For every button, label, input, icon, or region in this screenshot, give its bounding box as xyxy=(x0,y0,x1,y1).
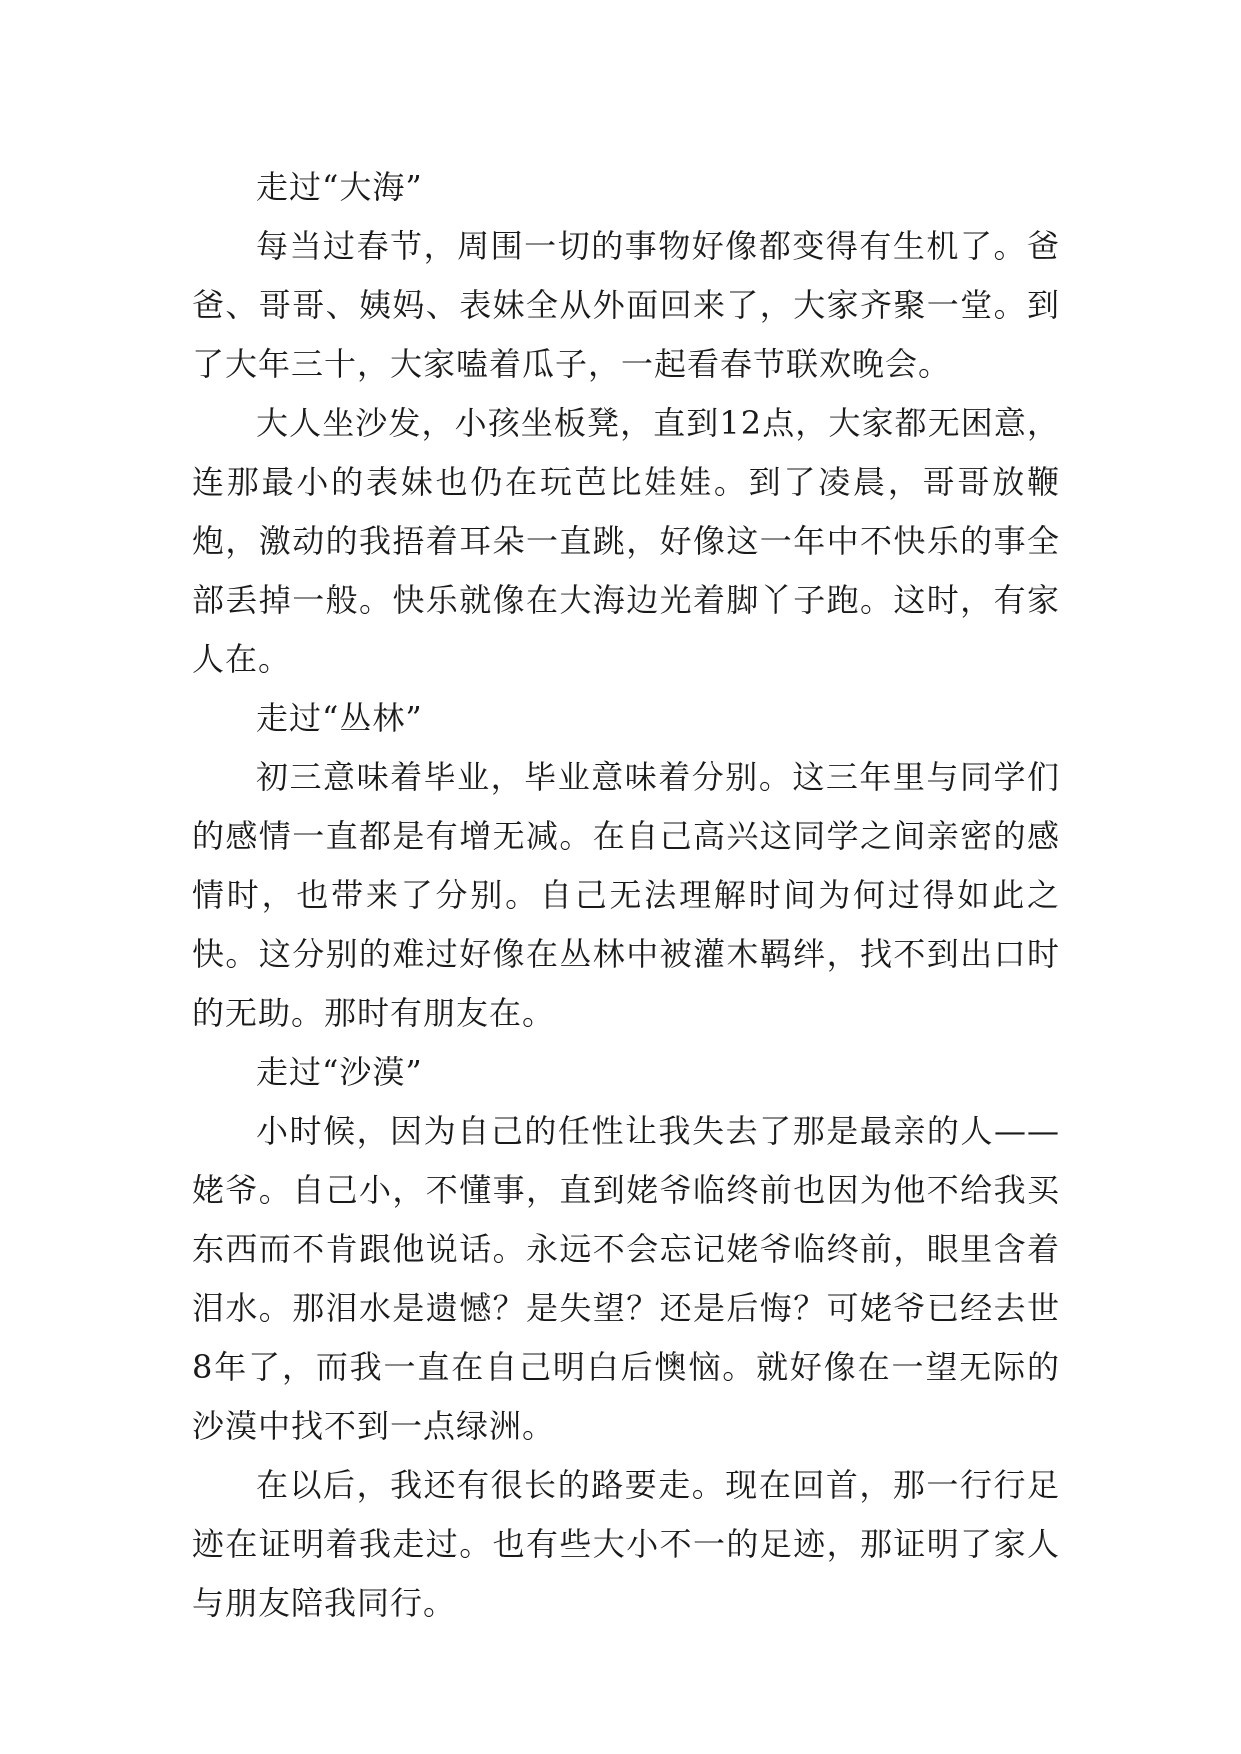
body-paragraph: 小时候，因为自己的任性让我失去了那是最亲的人——姥爷。自己小，不懂事，直到姥爷临终前也因为他不给我买东西而不肯跟他说话。永远不会忘记姥爷临终前，眼里含着泪水。那泪水是遗憾？是失望？还是后悔？可姥爷已经去世8年了，而我一直在自己明白后懊恼。就好像在一望无际的沙漠中找不到一点绿洲。 xyxy=(192,1112,1060,1445)
document-page xyxy=(192,158,1060,1633)
body-paragraph: 初三意味着毕业，毕业意味着分别。这三年里与同学们的感情一直都是有增无减。在自己高兴这同学之间亲密的感情时，也带来了分别。自己无法理解时间为何过得如此之快。这分别的难过好像在丛林中被灌木羁绊，找不到出口时的无助。那时有朋友在。 xyxy=(192,758,1060,1032)
section-heading-sea: 走过“大海” xyxy=(256,168,423,206)
body-paragraph: 大人坐沙发，小孩坐板凳，直到12点，大家都无困意，连那最小的表妹也仍在玩芭比娃娃。到了凌晨，哥哥放鞭炮，激动的我捂着耳朵一直跳，好像这一年中不快乐的事全部丢掉一般。快乐就像在大海边光着脚丫子跑。这时，有家人在。 xyxy=(192,404,1060,678)
body-paragraph: 每当过春节，周围一切的事物好像都变得有生机了。爸爸、哥哥、姨妈、表妹全从外面回来了，大家齐聚一堂。到了大年三十，大家嗑着瓜子，一起看春节联欢晚会。 xyxy=(192,227,1060,383)
section-heading-jungle: 走过“丛林” xyxy=(256,699,423,737)
section-heading-desert: 走过“沙漠” xyxy=(256,1053,423,1091)
closing-paragraph: 在以后，我还有很长的路要走。现在回首，那一行行足迹在证明着我走过。也有些大小不一的足迹，那证明了家人与朋友陪我同行。 xyxy=(192,1466,1060,1622)
